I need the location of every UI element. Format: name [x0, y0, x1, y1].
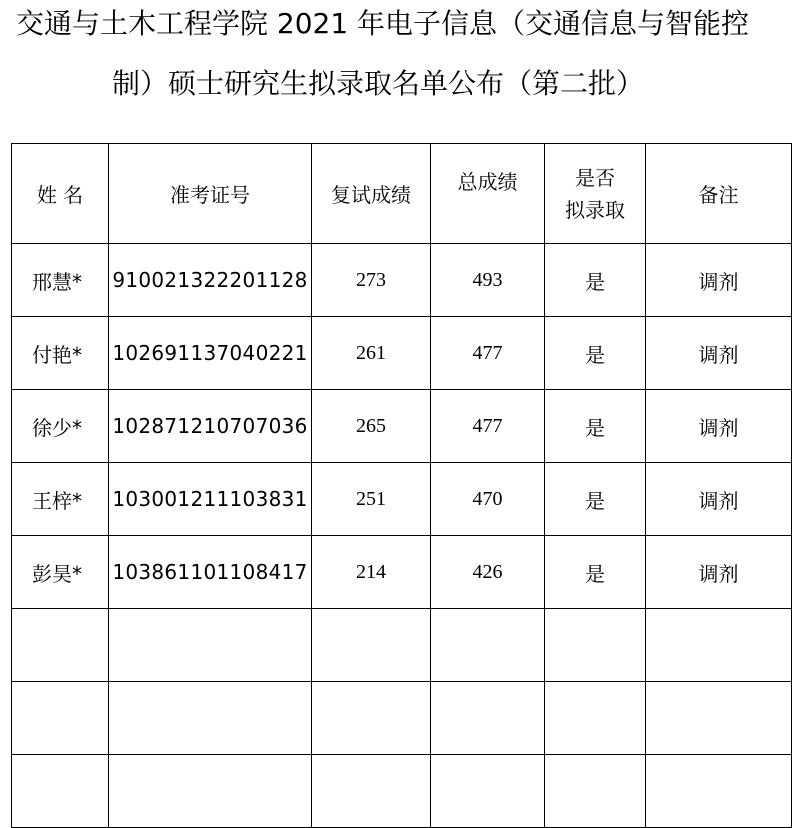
title-line-1: 交通与土木工程学院 2021 年电子信息（交通信息与智能控	[16, 7, 750, 40]
table-row	[12, 463, 792, 536]
cell-retest-score: 214	[312, 536, 431, 609]
empty-cell	[12, 755, 109, 828]
empty-cell	[545, 609, 646, 682]
empty-cell	[312, 755, 431, 828]
cell-name: 付艳*	[12, 317, 109, 390]
empty-cell	[109, 609, 312, 682]
empty-cell	[12, 682, 109, 755]
empty-cell	[431, 755, 545, 828]
empty-cell	[312, 682, 431, 755]
empty-cell	[545, 682, 646, 755]
empty-row	[12, 682, 792, 755]
cell-remark: 调剂	[646, 536, 792, 609]
cell-remark: 调剂	[646, 317, 792, 390]
cell-remark: 调剂	[646, 244, 792, 317]
cell-name: 邢慧*	[12, 244, 109, 317]
cell-admit: 是	[545, 390, 646, 463]
cell-total-score: 470	[431, 463, 545, 536]
cell-remark: 调剂	[646, 390, 792, 463]
empty-cell	[545, 755, 646, 828]
empty-cell	[109, 682, 312, 755]
cell-total-score: 477	[431, 390, 545, 463]
cell-exam-id: 102871210707036	[109, 390, 312, 463]
table-header-row	[12, 144, 792, 244]
cell-exam-id: 102691137040221	[109, 317, 312, 390]
empty-cell	[646, 755, 792, 828]
cell-total-score: 493	[431, 244, 545, 317]
cell-name: 王梓*	[12, 463, 109, 536]
header-admit	[545, 144, 646, 244]
table-row	[12, 390, 792, 463]
cell-admit: 是	[545, 317, 646, 390]
cell-total-score: 426	[431, 536, 545, 609]
cell-name: 彭昊*	[12, 536, 109, 609]
empty-row	[12, 609, 792, 682]
empty-cell	[12, 609, 109, 682]
cell-exam-id: 103001211103831	[109, 463, 312, 536]
table-row	[12, 317, 792, 390]
empty-cell	[431, 682, 545, 755]
header-total-score: 总成绩	[431, 144, 545, 244]
cell-admit: 是	[545, 244, 646, 317]
empty-cell	[646, 682, 792, 755]
empty-row	[12, 755, 792, 828]
header-admit-line1: 是否	[575, 165, 615, 190]
empty-cell	[431, 609, 545, 682]
cell-exam-id: 910021322201128	[109, 244, 312, 317]
cell-retest-score: 251	[312, 463, 431, 536]
cell-exam-id: 103861101108417	[109, 536, 312, 609]
header-remark: 备注	[646, 144, 792, 244]
empty-cell	[312, 609, 431, 682]
admission-list-table	[11, 143, 792, 828]
cell-retest-score: 273	[312, 244, 431, 317]
cell-admit: 是	[545, 463, 646, 536]
empty-cell	[646, 609, 792, 682]
header-retest-score: 复试成绩	[312, 144, 431, 244]
header-name: 姓 名	[12, 144, 109, 244]
table-row	[12, 536, 792, 609]
cell-remark: 调剂	[646, 463, 792, 536]
empty-cell	[109, 755, 312, 828]
cell-name: 徐少*	[12, 390, 109, 463]
header-exam-id: 准考证号	[109, 144, 312, 244]
cell-admit: 是	[545, 536, 646, 609]
cell-retest-score: 261	[312, 317, 431, 390]
cell-retest-score: 265	[312, 390, 431, 463]
title-line-2: 制）硕士研究生拟录取名单公布（第二批）	[112, 67, 645, 100]
header-admit-line2: 拟录取	[565, 197, 625, 222]
cell-total-score: 477	[431, 317, 545, 390]
table-row	[12, 244, 792, 317]
